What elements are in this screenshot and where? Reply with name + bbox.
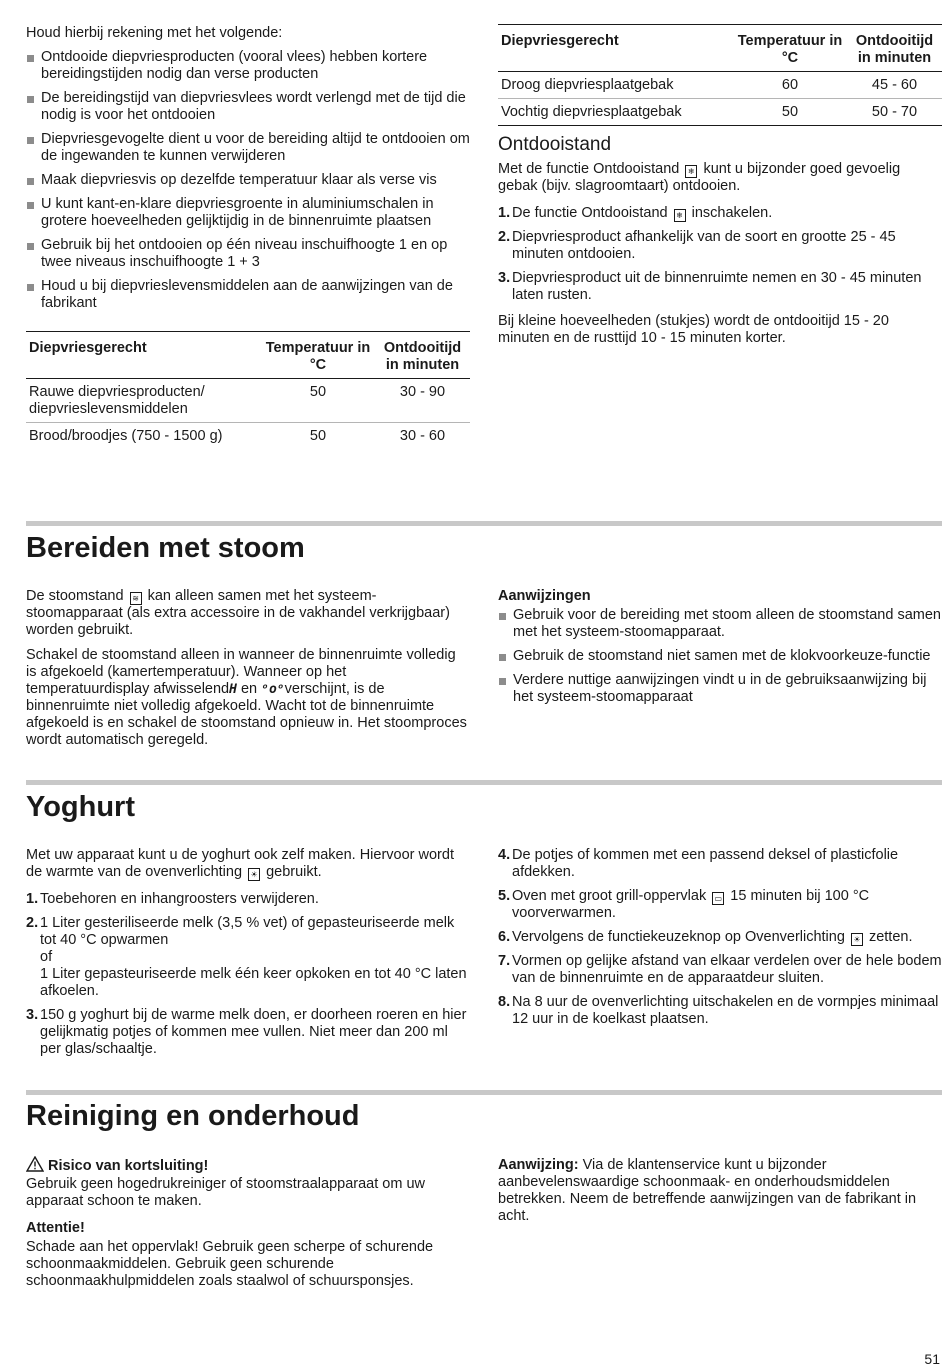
list-item: Maak diepvriesvis op dezelfde temperatuur klaar als verse vis bbox=[26, 172, 470, 189]
warning-heading: Risico van kortsluiting! bbox=[26, 1156, 470, 1175]
section-title: Yoghurt bbox=[26, 791, 135, 823]
stoom-right bbox=[498, 588, 942, 713]
oven-light-icon: ☀ bbox=[248, 868, 260, 881]
list-item: U kunt kant-en-klare diepvriesgroente in aluminiumschalen in grotere hoeveelheden gelijktijdig in de binnenruimte plaatsen bbox=[26, 196, 470, 230]
tips-list bbox=[26, 49, 470, 312]
defrost-steps bbox=[498, 205, 942, 304]
column-header: Ontdooitijd in minuten bbox=[847, 25, 942, 72]
display-symbol: ᵒoᵒ bbox=[261, 682, 285, 697]
yoghurt-left bbox=[26, 847, 470, 1065]
table-row bbox=[498, 99, 942, 126]
defrost-icon: ❄ bbox=[685, 165, 697, 178]
list-item: Gebruik bij het ontdooien op één niveau inschuifhoogte 1 en op twee niveaus inschuifhoogte 1 + 3 bbox=[26, 237, 470, 271]
column-header: Ontdooitijd in minuten bbox=[375, 332, 470, 379]
list-item: 2. 1 Liter gesteriliseerde melk (3,5 % vet) of gepasteuriseerde melk tot 40 °C opwarmen of 1 Liter gepasteuriseerde melk één keer opkoken en tot 40 °C laten afkoelen. bbox=[26, 915, 467, 999]
table-cell: 30 - 90 bbox=[375, 379, 470, 423]
paragraph: Schakel de stoomstand alleen in wanneer de binnenruimte volledig is afgekoeld (kamertemperatuur). Wanneer op het temperatuurdisplay afwisselendH en ᵒoᵒverschijnt, is de binnenruimte niet volledig afgekoeld. Wacht tot de binnenruimte afgekoeld is en schakel de stoomstand opnieuw in. Het stoomproces wordt automatisch geregeld. bbox=[26, 647, 467, 748]
column-header: Temperatuur in °C bbox=[733, 25, 847, 72]
display-symbol: H bbox=[229, 682, 237, 697]
paragraph: Schade aan het oppervlak! Gebruik geen scherpe of schurende schoonmaakmiddelen. Gebruik geen schurende schoonmaakhulpmiddelen zoals staalwol of schuursponsjes. bbox=[26, 1239, 434, 1289]
section-title: Bereiden met stoom bbox=[26, 532, 305, 564]
table-row bbox=[26, 379, 470, 423]
yoghurt-right bbox=[498, 847, 942, 1035]
table-header-row bbox=[498, 25, 942, 72]
column-header: Temperatuur in °C bbox=[261, 332, 375, 379]
notes-list bbox=[498, 607, 942, 706]
list-item: De bereidingstijd van diepvriesvlees wordt verlengd met de tijd die nodig is voor het ontdooien bbox=[26, 90, 470, 124]
note-label: Aanwijzing: bbox=[498, 1157, 579, 1173]
list-item: Diepvriesgevogelte dient u voor de bereiding altijd te ontdooien om de ingewanden te kunnen verwijderen bbox=[26, 131, 470, 165]
table-row bbox=[26, 423, 470, 450]
list-item: 3. 150 g yoghurt bij de warme melk doen, er doorheen roeren en hier gelijkmatig potjes of kommen mee vullen. Niet meer dan 200 ml per glas/schaaltje. bbox=[26, 1007, 467, 1057]
list-item: 1. Toebehoren en inhangroosters verwijderen. bbox=[26, 891, 319, 907]
defrost-table-left bbox=[26, 331, 470, 449]
table-cell: 60 bbox=[733, 72, 847, 99]
list-item: 6. Vervolgens de functiekeuzeknop op Ovenverlichting ☀ zetten. bbox=[498, 929, 913, 945]
list-item: Verdere nuttige aanwijzingen vindt u in de gebruiksaanwijzing bij het systeem-stoomapparaat bbox=[498, 672, 942, 706]
reiniging-left bbox=[26, 1156, 470, 1290]
table-cell: 50 - 70 bbox=[847, 99, 942, 126]
table-cell: Vochtig diepvriesplaatgebak bbox=[498, 99, 733, 126]
list-item: 8. Na 8 uur de ovenverlichting uitschakelen en de vormpjes minimaal 12 uur in de koelkast plaatsen. bbox=[498, 994, 939, 1027]
defrost-table-right bbox=[498, 24, 942, 126]
list-item: 2. Diepvriesproduct afhankelijk van de soort en grootte 25 - 45 minuten ontdooien. bbox=[498, 229, 896, 262]
paragraph: Aanwijzing: Via de klantenservice kunt u bijzonder aanbevelenswaardige schoonmaak- en onderhoudsmiddelen betrekken. Neem de betreffende aanwijzingen van de fabrikant in acht. bbox=[498, 1157, 917, 1224]
list-item: Gebruik voor de bereiding met stoom alleen de stoomstand samen met het systeem-stoomapparaat. bbox=[498, 607, 942, 641]
table-cell: 50 bbox=[733, 99, 847, 126]
list-item: Gebruik de stoomstand niet samen met de klokvoorkeuze-functie bbox=[498, 648, 942, 665]
list-item: Ontdooide diepvriesproducten (vooral vlees) hebben kortere bereidingstijden nodig dan verse producten bbox=[26, 49, 470, 83]
list-item: 1. De functie Ontdooistand ❄ inschakelen. bbox=[498, 205, 773, 221]
page-number: 51 bbox=[924, 1351, 940, 1367]
reiniging-right bbox=[498, 1157, 942, 1225]
table-cell: 50 bbox=[309, 428, 327, 444]
table-cell: 45 - 60 bbox=[847, 72, 942, 99]
column-header: Diepvriesgerecht bbox=[26, 332, 261, 379]
oven-light-icon: ☀ bbox=[851, 933, 863, 946]
section-divider bbox=[26, 780, 942, 785]
table-cell: Brood/broodjes (750 - 1500 g) bbox=[29, 428, 223, 444]
yoghurt-steps-continued bbox=[498, 847, 942, 1028]
paragraph: Met de functie Ontdooistand ❄ kunt u bijzonder goed gevoelig gebak (bijv. slagroomtaart) ontdooien. bbox=[498, 161, 901, 194]
table-cell: Rauwe diepvriesproducten/ diepvrieslevensmiddelen bbox=[26, 379, 261, 423]
attention-heading: Attentie! bbox=[26, 1220, 85, 1236]
steam-icon: ≋ bbox=[130, 592, 142, 605]
yoghurt-steps bbox=[26, 891, 470, 1058]
paragraph: Gebruik geen hogedrukreiniger of stoomstraalapparaat om uw apparaat schoon te maken. bbox=[26, 1176, 425, 1209]
section-divider bbox=[26, 1090, 942, 1095]
table-cell: Droog diepvriesplaatgebak bbox=[498, 72, 733, 99]
subheading: Aanwijzingen bbox=[498, 588, 591, 604]
defrost-icon: ❄ bbox=[674, 209, 686, 222]
table-cell: 30 - 60 bbox=[399, 428, 446, 444]
paragraph: Bij kleine hoeveelheden (stukjes) wordt de ontdooitijd 15 - 20 minuten en de rusttijd 10 - 15 minuten korter. bbox=[498, 313, 889, 346]
warning-icon bbox=[26, 1156, 44, 1172]
section-divider bbox=[26, 521, 942, 526]
grill-icon: ▭ bbox=[712, 892, 724, 905]
list-item: 5. Oven met groot grill-oppervlak ▭ 15 minuten bij 100 °C voorverwarmen. bbox=[498, 888, 870, 921]
list-item: 3. Diepvriesproduct uit de binnenruimte nemen en 30 - 45 minuten laten rusten. bbox=[498, 270, 922, 303]
list-item: 4. De potjes of kommen met een passend deksel of plasticfolie afdekken. bbox=[498, 847, 899, 880]
table-header-row bbox=[26, 332, 470, 379]
list-item: 7. Vormen op gelijke afstand van elkaar verdelen over de hele bodem van de binnenruimte en de apparaatdeur sluiten. bbox=[498, 953, 942, 986]
paragraph: Met uw apparaat kunt u de yoghurt ook zelf maken. Hiervoor wordt de warmte van de ovenverlichting ☀ gebruikt. bbox=[26, 847, 454, 880]
intro-text: Houd hierbij rekening met het volgende: bbox=[26, 25, 283, 41]
column-header: Diepvriesgerecht bbox=[498, 25, 733, 72]
list-item: Houd u bij diepvrieslevensmiddelen aan de aanwijzingen van de fabrikant bbox=[26, 278, 470, 312]
paragraph: De stoomstand ≋ kan alleen samen met het systeem-stoomapparaat (als extra accessoire in de vakhandel verkrijgbaar) worden gebruikt. bbox=[26, 588, 450, 638]
subsection-title: Ontdooistand bbox=[498, 134, 612, 155]
table-row bbox=[498, 72, 942, 99]
stoom-left bbox=[26, 588, 470, 749]
ontdooistand-section bbox=[498, 134, 942, 347]
top-left-column bbox=[26, 25, 470, 319]
table-cell: 50 bbox=[261, 379, 375, 423]
section-title: Reiniging en onderhoud bbox=[26, 1100, 360, 1132]
